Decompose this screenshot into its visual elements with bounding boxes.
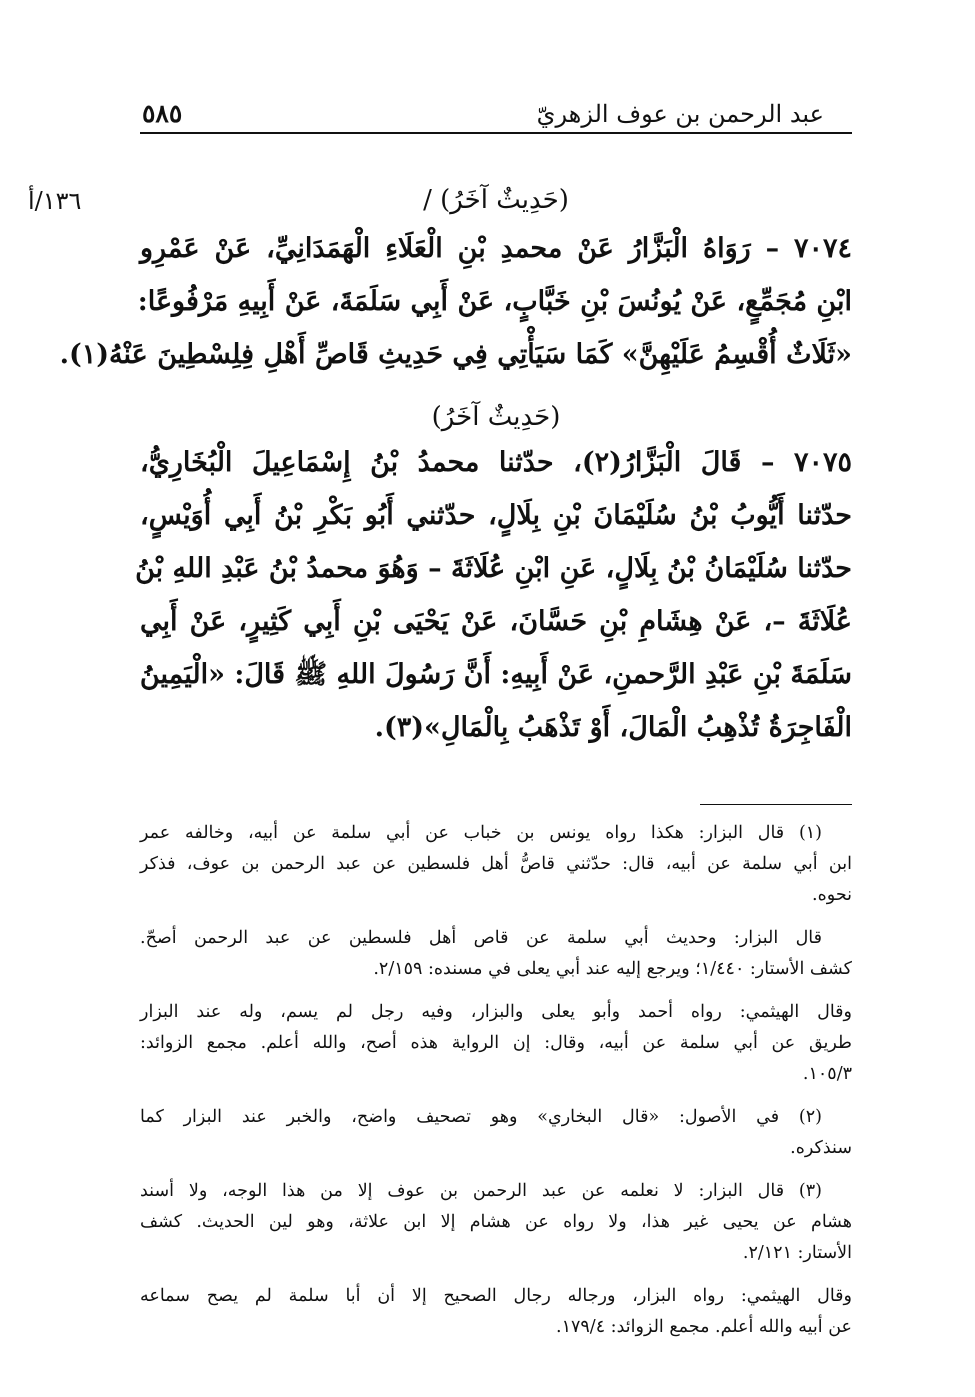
page-number: ٥٨٥ [142, 99, 183, 128]
footnote [140, 923, 852, 985]
text-line: ابْنِ مُجَمِّعٍ، عَنْ يُونُسَ بْنِ خَبَّابٍ، عَنْ أَبِي سَلَمَةَ، عَنْ أَبِيهِ مَرْفُوعًا: [137, 286, 852, 317]
footnote-line: ابن أبي سلمة عن أبيه، قال: حدّثني قاصُّ أهل فلسطين عن عبد الرحمن بن عوف، فذكر [140, 854, 852, 874]
footnote-line: الأستار: ٢/١٢١. [742, 1243, 852, 1263]
hadith-7074 [59, 222, 852, 381]
footnote-line: عن أبيه والله أعلم. مجمع الزوائد: ١٧٩/٤. [556, 1317, 852, 1337]
footnote-line: طريق عن أبي سلمة عن أبيه، وقال: إن الرواية هذه أصح، والله أعلم. مجمع الزوائد: [140, 1033, 852, 1053]
text-line: حدّثنا أَيُّوبُ بْنُ سُلَيْمَانَ بْنِ بِلَالٍ، حدّثني أَبُو بَكْرِ بْنُ أَبِي أُوَيْسٍ، [140, 500, 852, 531]
footnote-line: (١) قال البزار: هكذا رواه يونس بن خباب عن أبي سلمة عن أبيه، وخالفه عمر [140, 823, 822, 843]
running-header [140, 96, 852, 136]
hadith-7075 [135, 436, 852, 754]
footnote-line: وقال الهيثمي: رواه أحمد وأبو يعلى والبزار، وفيه رجل لم يسم، وله عند البزار [140, 1002, 852, 1022]
running-title: عبد الرحمن بن عوف الزهريّ [536, 100, 824, 128]
section-heading: (حَدِيثٌ آخَرُ) [431, 402, 561, 432]
footnote-line: وقال الهيثمي: رواه البزار، ورجاله رجال الصحيح إلا أن أبا سلمة لم يصح سماعه [140, 1286, 852, 1306]
text-line: سَلَمَةَ بْنِ عَبْدِ الرَّحمنِ، عَنْ أَبِيهِ: أَنَّ رَسُولَ اللهِ ﷺ قَالَ: «الْيَمِينُ [139, 659, 852, 690]
footnote-line: كشف الأستار: ١/٤٤٠؛ ويرجع إليه عند أبي يعلى في مسنده: ٢/١٥٩. [373, 959, 852, 979]
header-rule [140, 132, 852, 134]
text-line: «ثَلَاثٌ أُقْسِمُ عَلَيْهِنَّ» كَمَا سَيَأْتِي فِي حَدِيثِ قَاصِّ أَهْلِ فِلِسْطِينَ عَنْهُ(١). [59, 339, 852, 370]
section-heading: (حَدِيثٌ آخَرُ) / [423, 185, 569, 215]
footnote-line: (٣) قال البزار: لا نعلمه عن عبد الرحمن بن عوف إلا من هذا الوجه، ولا أسند [140, 1181, 822, 1201]
footnote-line: ١٠٥/٣. [802, 1064, 852, 1084]
text-line: ٧٠٧٥ – قَالَ الْبَزَّارُ(٢)، حدّثنا محمدُ بْنُ إِسْمَاعِيلَ الْبُخَارِيُّ، [140, 447, 852, 478]
footnote [140, 997, 852, 1090]
footnote [140, 1281, 852, 1343]
text-line: ٧٠٧٤ – رَوَاهُ الْبَزَّارُ عَنْ محمدِ بْنِ الْعَلَاءِ الْهَمَدَانِيِّ، عَنْ عَمْرِو [140, 233, 852, 264]
footnote-line: سنذكره. [790, 1138, 852, 1158]
manuscript-folio-reference: ١٣٦/أ [28, 187, 82, 215]
footnote-line: (٢) في الأصول: «قال البخاري» وهو تصحيف واضح، والخبر عند البزار كما [140, 1107, 822, 1127]
text-line: عُلَاثَةَ –، عَنْ هِشَامِ بْنِ حَسَّانَ، عَنْ يَحْيَى بْنِ أَبِي كَثِيرٍ، عَنْ أَبِي [140, 606, 852, 637]
footnote-line: نحوه. [812, 885, 852, 905]
footnote-separator [700, 804, 852, 805]
footnotes [140, 818, 852, 1355]
footnote-line: قال البزار: وحديث أبي سلمة عن قاص أهل فلسطين عن عبد الرحمن أصحّ. [140, 928, 822, 948]
footnote [140, 1176, 852, 1269]
text-line: حدّثنا سُلَيْمَانُ بْنُ بِلَالٍ، عَنِ ابْنِ عُلَاثَةَ – وَهُوَ محمدُ بْنُ عَبْدِ اللهِ بْنُ [135, 553, 852, 584]
footnote [140, 818, 852, 911]
footnote [140, 1102, 852, 1164]
text-line: الْفَاجِرَةُ تُذْهِبُ الْمَالَ، أَوْ تَذْهَبُ بِالْمَالِ»(٣). [374, 712, 852, 743]
footnote-line: هشام عن يحيى غير هذا، ولا رواه عن هشام إلا ابن علاثة، وهو لين الحديث. كشف [140, 1212, 852, 1232]
